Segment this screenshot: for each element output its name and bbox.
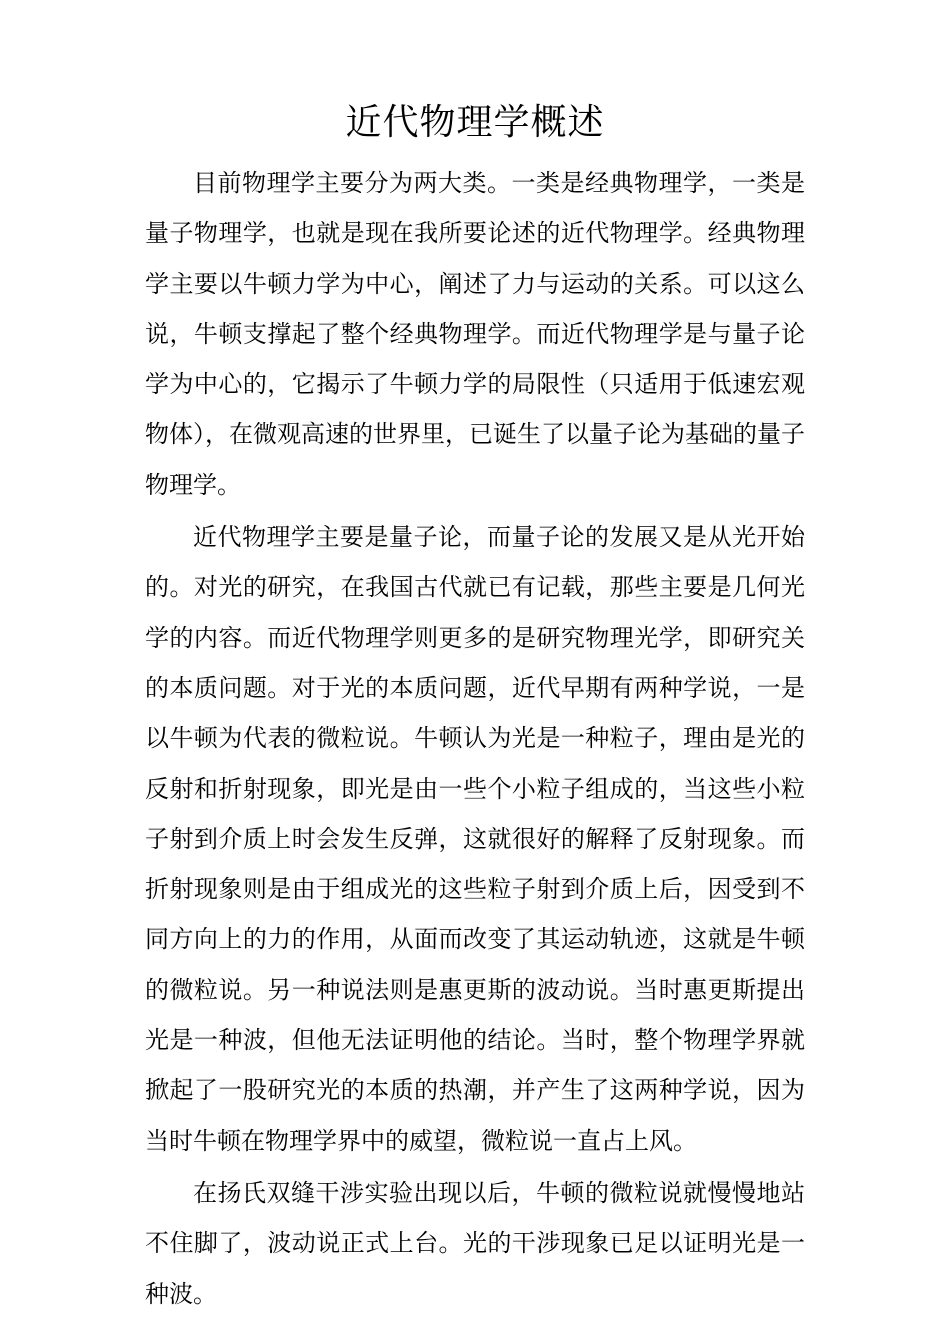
paragraph-1: 目前物理学主要分为两大类。一类是经典物理学，一类是量子物理学，也就是现在我所要论述的近代物理学。经典物理学主要以牛顿力学为中心，阐述了力与运动的关系。可以这么说，牛顿支撑起了整个经典物理学。而近代物理学是与量子论学为中心的，它揭示了牛顿力学的局限性（只适用于低速宏观物体），在微观高速的世界里，已诞生了以量子论为基础的量子物理学。 (145, 169, 805, 499)
document-body (145, 158, 805, 1321)
paragraph-3: 在扬氏双缝干涉实验出现以后，牛顿的微粒说就慢慢地站不住脚了，波动说正式上台。光的干涉现象已足以证明光是一种波。 (145, 1178, 805, 1308)
paragraph-2: 近代物理学主要是量子论，而量子论的发展又是从光开始的。对光的研究，在我国古代就已有记载，那些主要是几何光学的内容。而近代物理学则更多的是研究物理光学，即研究关的本质问题。对于光的本质问题，近代早期有两种学说，一是以牛顿为代表的微粒说。牛顿认为光是一种粒子，理由是光的反射和折射现象，即光是由一些个小粒子组成的，当这些小粒子射到介质上时会发生反弹，这就很好的解释了反射现象。而折射现象则是由于组成光的这些粒子射到介质上后，因受到不同方向上的力的作用，从面而改变了其运动轨迹，这就是牛顿的微粒说。另一种说法则是惠更斯的波动说。当时惠更斯提出光是一种波，但他无法证明他的结论。当时，整个物理学界就掀起了一股研究光的本质的热潮，并产生了这两种学说，因为当时牛顿在物理学界中的威望，微粒说一直占上风。 (145, 523, 805, 1155)
document-title: 近代物理学概述 (345, 102, 605, 143)
